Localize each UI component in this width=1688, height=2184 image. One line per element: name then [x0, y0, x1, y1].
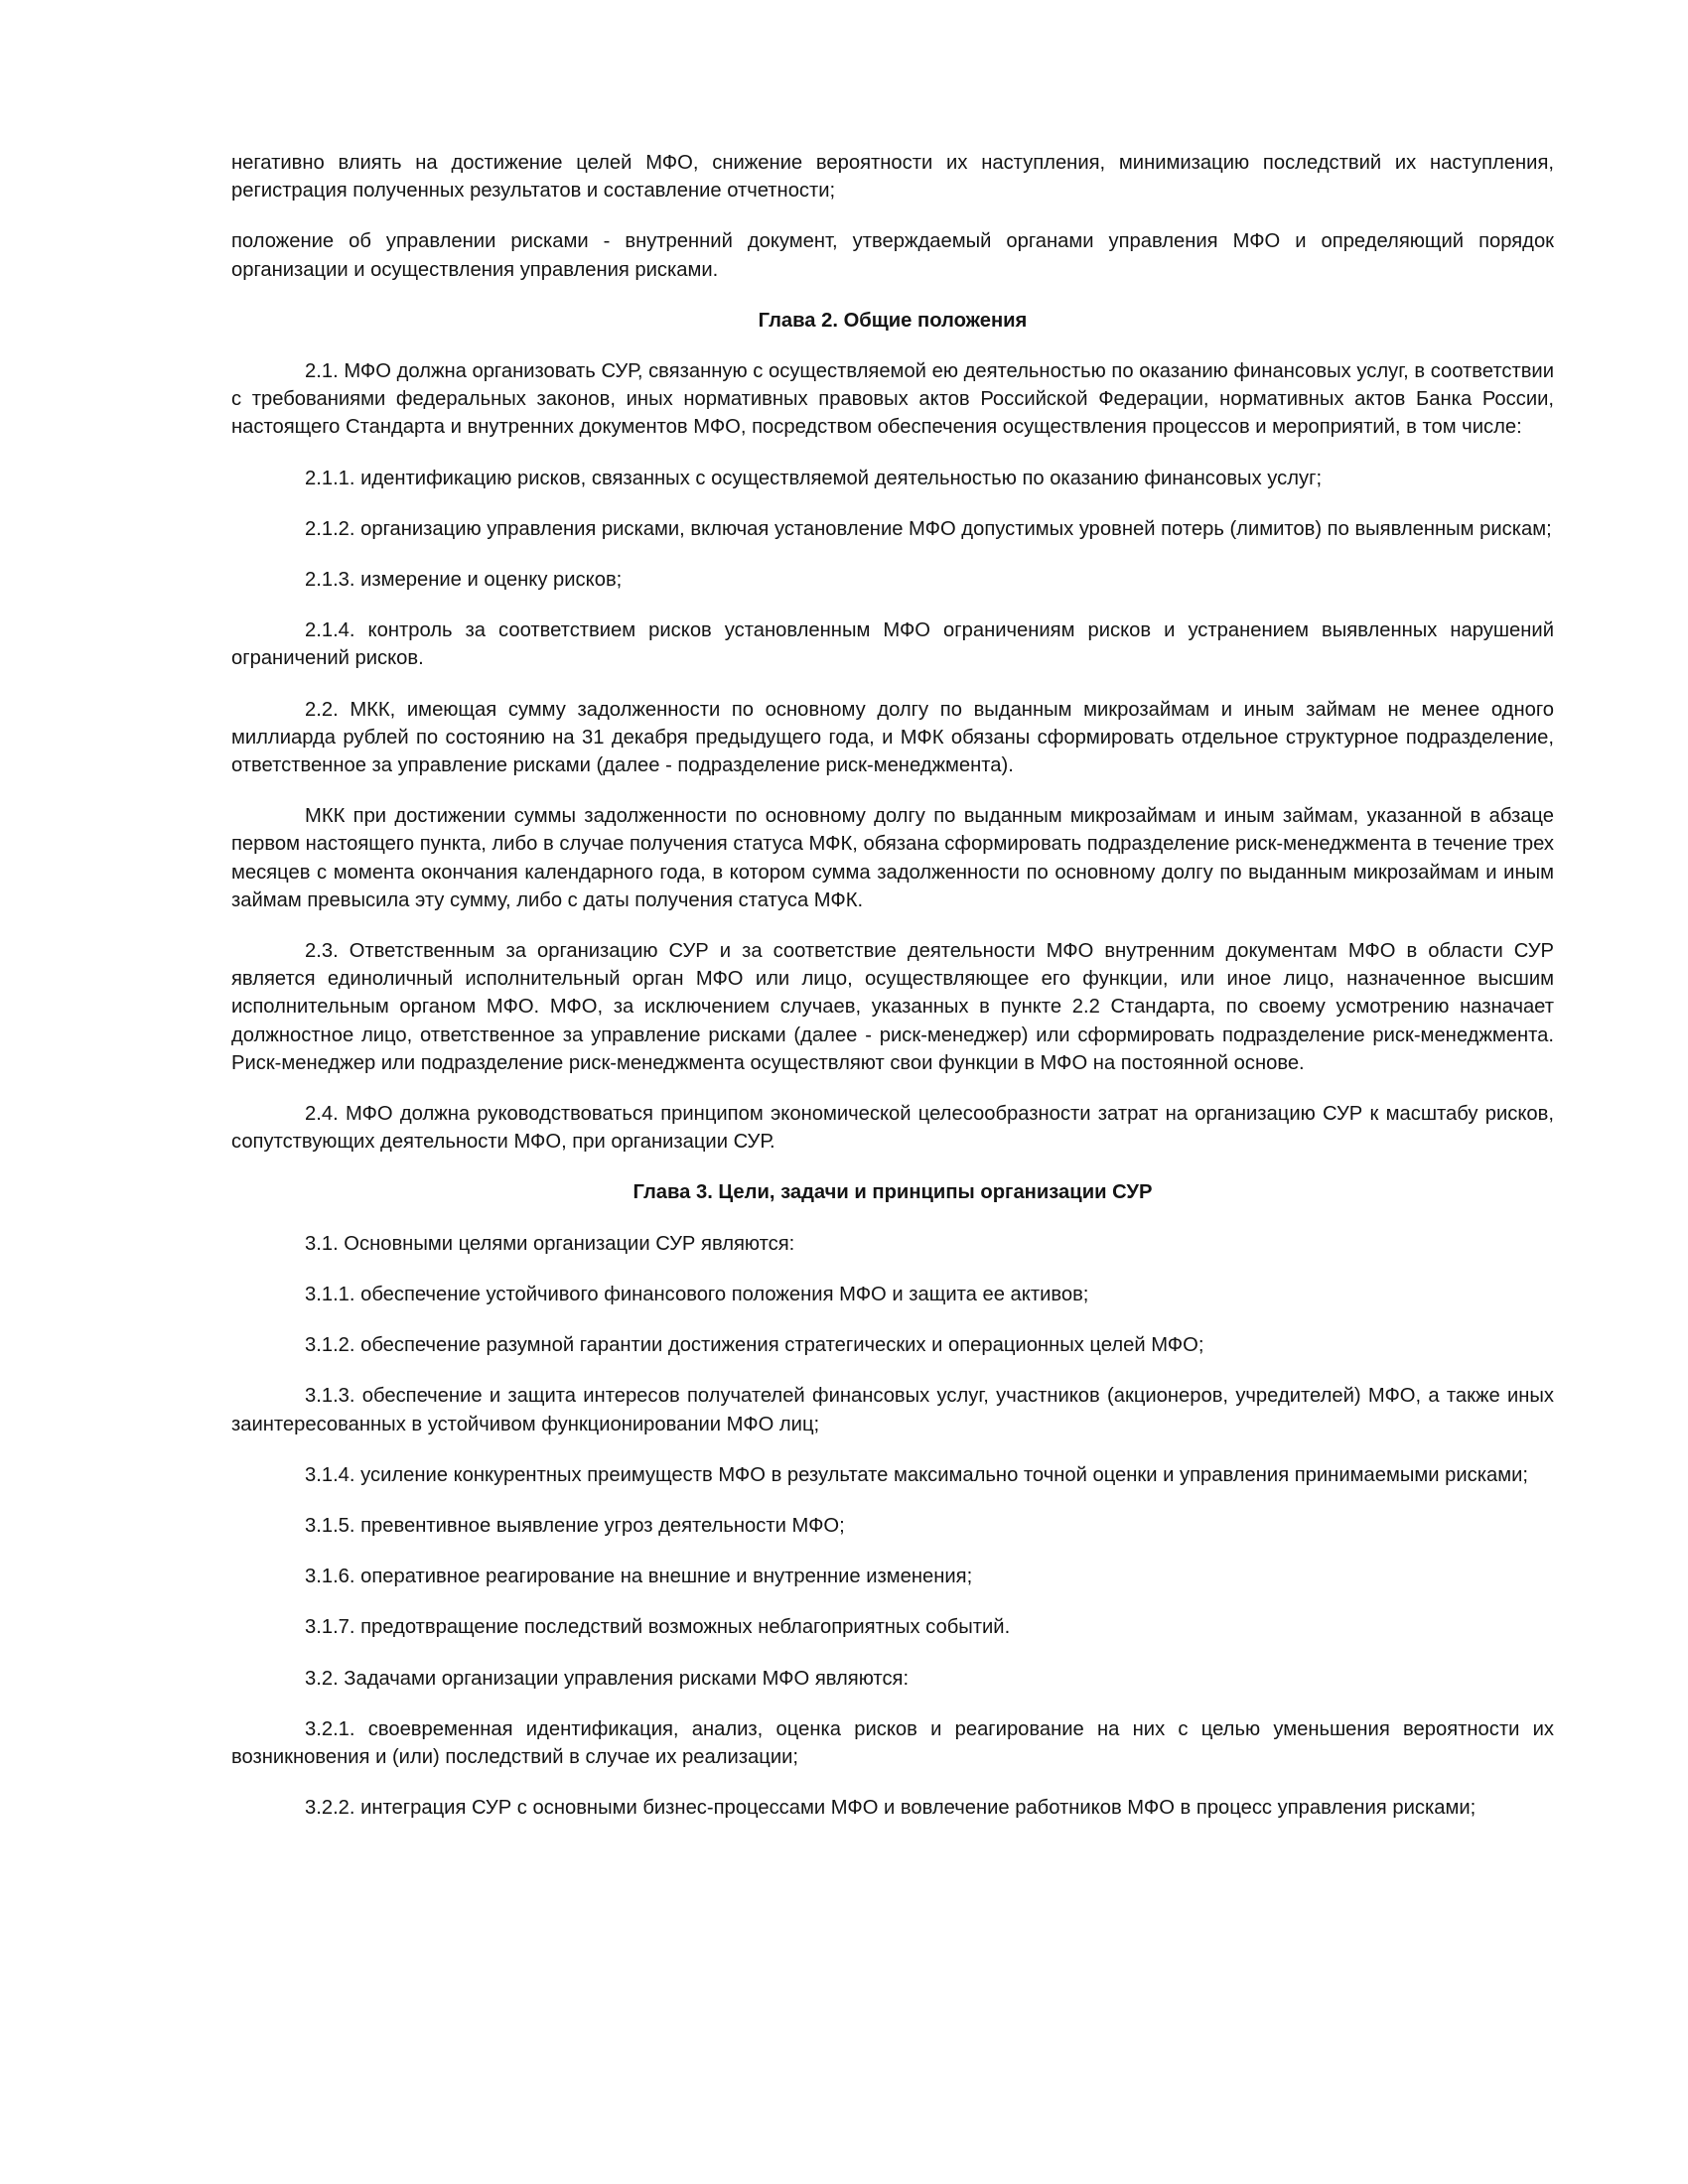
document-page: [231, 149, 1554, 1822]
paragraph-3-1-3: 3.1.3. обеспечение и защита интересов получателей финансовых услуг, участников (акционеров, учредителей) МФО, а также иных заинтересованных в устойчивом функционировании МФО лиц;: [231, 1385, 1554, 1435]
paragraph-3-1-6: 3.1.6. оперативное реагирование на внешние и внутренние изменения;: [305, 1566, 973, 1588]
paragraph-3-2-2: 3.2.2. интеграция СУР с основными бизнес-процессами МФО и вовлечение работников МФО в процесс управления рисками;: [305, 1797, 1477, 1820]
paragraph-2-1-2: 2.1.2. организацию управления рисками, включая установление МФО допустимых уровней потерь (лимитов) по выявленным рискам;: [305, 517, 1552, 540]
paragraph-2-4: 2.4. МФО должна руководствоваться принципом экономической целесообразности затрат на организацию СУР к масштабу рисков, сопутствующих деятельности МФО, при организации СУР.: [231, 1103, 1554, 1154]
paragraph-3-1-1: 3.1.1. обеспечение устойчивого финансового положения МФО и защита ее активов;: [305, 1283, 1089, 1305]
paragraph-2-2: 2.2. МКК, имеющая сумму задолженности по основному долгу по выданным микрозаймам и иным займам не менее одного миллиарда рублей по состоянию на 31 декабря предыдущего года, и МФК обязаны сформировать отдельное структурное подразделение, ответственное за управление рисками (далее - подразделение риск-менеджмента).: [231, 698, 1554, 777]
paragraph-2-1: 2.1. МФО должна организовать СУР, связанную с осуществляемой ею деятельностью по оказанию финансовых услуг, в соответствии с требованиями федеральных законов, иных нормативных правовых актов Российской Федерации, нормативных актов Банка России, настоящего Стандарта и внутренних документов МФО, посредством обеспечения осуществления процессов и мероприятий, в том числе:: [231, 360, 1554, 439]
chapter-3-title: Глава 3. Цели, задачи и принципы организации СУР: [633, 1181, 1153, 1204]
paragraph-2-1-1: 2.1.1. идентификацию рисков, связанных с осуществляемой деятельностью по оказанию финансовых услуг;: [305, 467, 1323, 489]
chapter-2-title: Глава 2. Общие положения: [758, 309, 1028, 332]
paragraph-intro-2: положение об управлении рисками - внутренний документ, утверждаемый органами управления МФО и определяющий порядок организации и осуществления управления рисками.: [231, 230, 1554, 281]
paragraph-3-1-5: 3.1.5. превентивное выявление угроз деятельности МФО;: [305, 1514, 845, 1537]
paragraph-3-1-7: 3.1.7. предотвращение последствий возможных неблагоприятных событий.: [305, 1616, 1011, 1639]
paragraph-3-2: 3.2. Задачами организации управления рисками МФО являются:: [305, 1667, 910, 1690]
paragraph-2-2-second: МКК при достижении суммы задолженности по основному долгу по выданным микрозаймам и иным займам, указанной в абзаце первом настоящего пункта, либо в случае получения статуса МФК, обязана сформировать подразделение риск-менеджмента в течение трех месяцев с момента окончания календарного года, в котором сумма задолженности по основному долгу по выданным микрозаймам и иным займам превысила эту сумму, либо с даты получения статуса МФК.: [231, 805, 1554, 911]
paragraph-3-1-4: 3.1.4. усиление конкурентных преимуществ МФО в результате максимально точной оценки и управления принимаемыми рисками;: [305, 1463, 1528, 1486]
paragraph-3-2-1: 3.2.1. своевременная идентификация, анализ, оценка рисков и реагирование на них с целью уменьшения вероятности их возникновения и (или) последствий в случае их реализации;: [231, 1717, 1554, 1768]
paragraph-2-3: 2.3. Ответственным за организацию СУР и за соответствие деятельности МФО внутренним документам МФО в области СУР является единоличный исполнительный орган МФО или лицо, осуществляющее его функции, или иное лицо, назначенное высшим исполнительным органом МФО. МФО, за исключением случаев, указанных в пункте 2.2 Стандарта, по своему усмотрению назначает должностное лицо, ответственное за управление рисками (далее - риск-менеджер) или сформировать подразделение риск-менеджмента. Риск-менеджер или подразделение риск-менеджмента осуществляют свои функции в МФО на постоянной основе.: [231, 940, 1554, 1074]
paragraph-2-1-4: 2.1.4. контроль за соответствием рисков установленным МФО ограничениям рисков и устранением выявленных нарушений ограничений рисков.: [231, 619, 1554, 670]
paragraph-2-1-3: 2.1.3. измерение и оценку рисков;: [305, 569, 623, 592]
paragraph-3-1-2: 3.1.2. обеспечение разумной гарантии достижения стратегических и операционных целей МФО;: [305, 1334, 1204, 1357]
paragraph-intro-1: негативно влиять на достижение целей МФО, снижение вероятности их наступления, минимизацию последствий их наступления, регистрация полученных результатов и составление отчетности;: [231, 152, 1554, 203]
paragraph-3-1: 3.1. Основными целями организации СУР являются:: [305, 1232, 795, 1255]
